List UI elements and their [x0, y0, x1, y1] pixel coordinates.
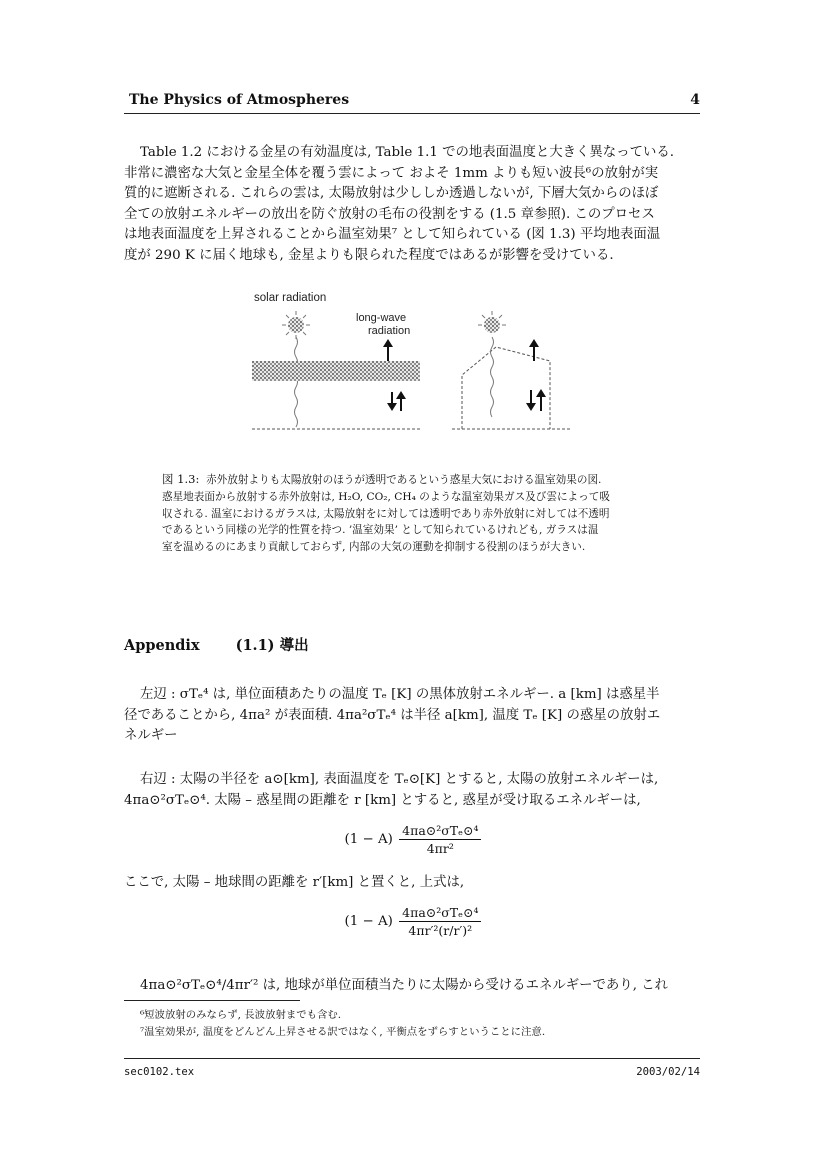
header-rule [124, 113, 700, 114]
footer-date: 2003/02/14 [636, 1066, 700, 1078]
intro-line: 非常に濃密な大気と金星全体を覆う雲によって およそ 1mm よりも短い波長⁶の放射が実 [124, 165, 659, 181]
longwave-label-line1: long-wave [356, 312, 407, 324]
intro-line: 全ての放射エネルギーの放出を防ぐ放射の毛布の役割をする (1.5 章参照). このプロセス [124, 206, 655, 222]
eq-prefix: (1 − A) [344, 914, 393, 929]
page-number: 4 [690, 92, 700, 108]
footer-rule [124, 1058, 700, 1059]
eq-denominator: 4πr² [426, 841, 454, 856]
intro-line: 度が 290 K に届く地球も, 金星よりも限られた程度ではあるが影響を受けている. [124, 247, 614, 263]
eq-fraction [399, 823, 481, 856]
greenhouse-figure [240, 285, 590, 455]
figure-caption [162, 471, 668, 556]
atmosphere-layer [252, 361, 420, 381]
left-side-paragraph [124, 685, 702, 747]
body-line: 左辺 : σTₑ⁴ は, 単位面積あたりの温度 Tₑ [K] の黒体放射エネルギー. a [km] は惑星半 [140, 687, 660, 702]
appendix-section: (1.1) 導出 [235, 637, 309, 654]
footnote-7: ⁷温室効果が, 温度をどんどん上昇させる訳ではなく, 平衡点をずらすということに注意. [140, 1026, 546, 1038]
equation-2 [124, 905, 702, 938]
eq-fraction [399, 905, 481, 938]
sun-icon [478, 311, 506, 333]
up-arrow-icon [536, 389, 546, 411]
caption-label: 図 1.3: [162, 472, 200, 486]
intro-paragraph [124, 143, 702, 267]
down-arrow-icon [526, 390, 536, 411]
solar-ray-line [295, 337, 298, 427]
body-line: ここで, 太陽 – 地球間の距離を r′[km] と置くと, 上式は, [124, 875, 465, 890]
sun-icon [282, 311, 310, 339]
caption-line: であるという同様の光学的性質を持つ. ’温室効果’ として知られているけれども, ガラスは温 [162, 524, 599, 537]
eq-prefix: (1 − A) [344, 832, 393, 847]
caption-line: 室を温めるのにあまり貢献しておらず, 内部の大気の運動を抑制する役割のほうが大きい. [162, 541, 586, 554]
solar-radiation-label: solar radiation [254, 292, 327, 304]
footnote-rule [124, 1000, 300, 1001]
greenhouse-diagram [240, 285, 590, 455]
eq-numerator: 4πa⊙²σTₑ⊙⁴ [399, 823, 481, 840]
footnote-6: ⁶短波放射のみならず, 長波放射までも含む. [140, 1009, 342, 1021]
appendix-heading [124, 634, 309, 655]
body-line: 4πa⊙²σTₑ⊙⁴/4πr′² は, 地球が単位面積当たりに太陽から受けるエネルギーであり, これ [140, 978, 668, 993]
closing-paragraph [124, 976, 702, 997]
body-line: 右辺 : 太陽の半径を a⊙[km], 表面温度を Tₑ⊙[K] とすると, 太陽の放射エネルギーは, [140, 772, 659, 787]
solar-ray-line [491, 337, 494, 417]
body-line: 4πa⊙²σTₑ⊙⁴. 太陽 – 惑星間の距離を r [km] とすると, 惑星が受け取るエネルギーは, [124, 792, 641, 808]
up-arrow-icon [383, 339, 393, 361]
footer-filename: sec0102.tex [124, 1066, 195, 1078]
caption-line: 赤外放射よりも太陽放射のほうが透明であるという惑星大気における温室効果の図. [206, 474, 602, 486]
down-arrow-icon [387, 392, 397, 411]
body-line: 径であることから, 4πa² が表面積. 4πa²σTₑ⁴ は半径 a[km], 温度 Tₑ [K] の惑星の放射エ [124, 707, 661, 723]
intro-line: 質的に遮断される. これらの雲は, 太陽放射は少ししか透過しないが, 下層大気からのほぼ [124, 186, 659, 202]
appendix-title: Appendix [124, 637, 200, 654]
running-header-title: The Physics of Atmospheres [129, 92, 350, 108]
eq-denominator: 4πr′²(r/r′)² [408, 923, 473, 938]
intro-line: は地表面温度を上昇されることから温室効果⁷ として知られている (図 1.3) 平均地表面温 [124, 227, 661, 243]
eq-numerator: 4πa⊙²σTₑ⊙⁴ [399, 905, 481, 922]
longwave-label-line2: radiation [368, 325, 411, 337]
caption-line: 惑星地表面から放射する赤外放射は, H₂O, CO₂, CH₄ のような温室効果ガス及び雲によって吸 [162, 490, 610, 503]
caption-line: 収される. 温室におけるガラスは, 太陽放射をに対しては透明であり赤外放射に対しては不透明 [162, 507, 610, 520]
intro-line: Table 1.2 における金星の有効温度は, Table 1.1 での地表面温度と大きく異なっている. [140, 145, 675, 160]
body-line: ネルギー [124, 728, 178, 744]
greenhouse-outline [462, 347, 550, 429]
bridge-paragraph [124, 873, 702, 894]
up-arrow-icon [396, 391, 406, 411]
equation-1 [124, 823, 702, 856]
right-side-paragraph [124, 770, 702, 811]
